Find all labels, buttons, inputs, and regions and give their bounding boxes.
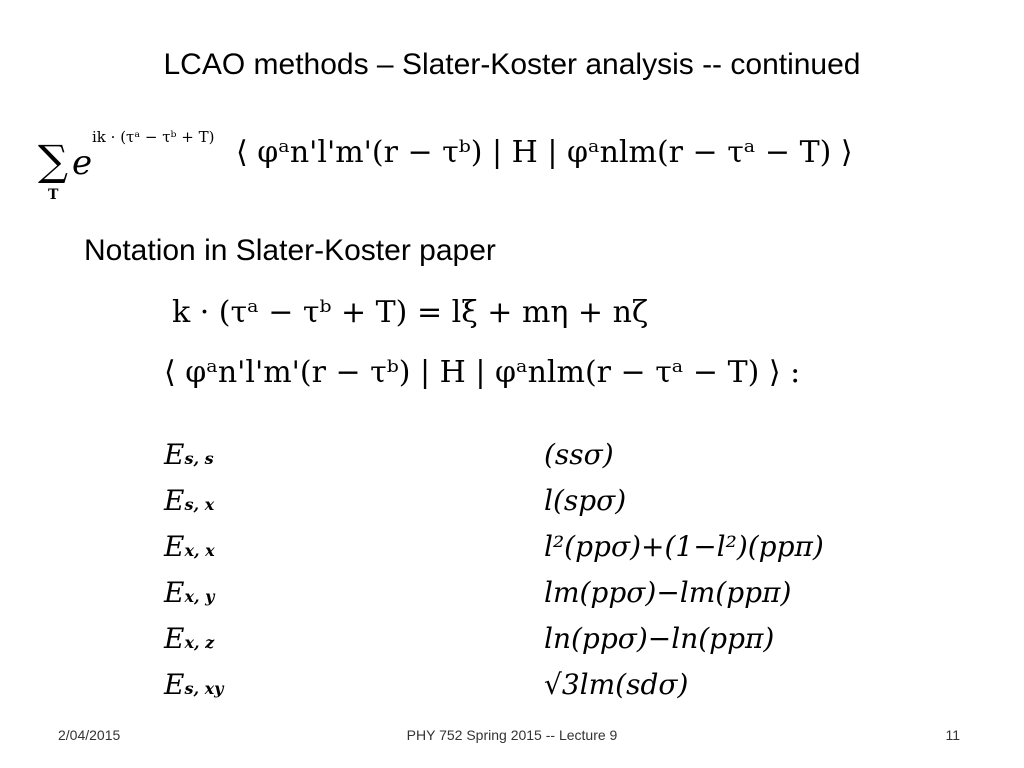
row-label-sub: s, xy [184, 679, 224, 698]
row-value: ln(ppσ)−ln(ppπ) [544, 622, 775, 655]
slide-title: LCAO methods – Slater-Koster analysis -- continued [163, 48, 861, 81]
footer-page-number: 11 [945, 727, 960, 743]
table-row [164, 622, 864, 668]
footer-date: 2/04/2015 [58, 727, 121, 743]
row-label: E [164, 438, 185, 471]
matrix-element-equation [164, 355, 801, 390]
row-label: E [164, 668, 185, 701]
phase-lhs: k · (τᵃ − τᵇ + T) [172, 295, 408, 330]
row-label-sub: x, y [184, 587, 215, 606]
exp-base: e [72, 143, 93, 183]
matrix-element: ⟨ φᵃn'l'm'(r − τᵇ) | H | φᵃnlm(r − τᵃ − T) ⟩ [236, 135, 853, 170]
matrix-element-2: ⟨ φᵃn'l'm'(r − τᵇ) | H | φᵃnlm(r − τᵃ − T) ⟩ [164, 355, 781, 390]
phase-equation [172, 295, 649, 330]
row-label-sub: s, x [184, 495, 215, 514]
row-label: E [164, 530, 185, 563]
row-label: E [164, 622, 185, 655]
footer-course: PHY 752 Spring 2015 -- Lecture 9 [406, 727, 618, 743]
notation-subtitle: Notation in Slater-Koster paper [84, 234, 496, 267]
row-value: lm(ppσ)−lm(ppπ) [544, 576, 792, 609]
slater-koster-table [164, 438, 864, 714]
row-label: E [164, 576, 185, 609]
row-value: (ssσ) [544, 438, 614, 471]
row-label-sub: x, z [184, 633, 215, 652]
row-value: l²(ppσ)+(1−l²)(ppπ) [544, 530, 824, 563]
sum-index: T [48, 187, 59, 203]
exp-power: ik · (τᵃ − τᵇ + T) [92, 128, 215, 146]
table-row [164, 668, 864, 714]
row-label: E [164, 484, 185, 517]
row-label-sub: x, x [184, 541, 215, 560]
row-label-sub: s, s [184, 449, 214, 468]
table-row [164, 530, 864, 576]
row-value: √3lm(sdσ) [544, 668, 689, 701]
phase-rhs: = lξ + mη + nζ [416, 295, 649, 330]
matrix-element-colon: : [790, 355, 801, 390]
table-row [164, 438, 864, 484]
sum-symbol: ∑ [38, 136, 68, 185]
row-value: l(spσ) [544, 484, 627, 517]
table-row [164, 576, 864, 622]
table-row [164, 484, 864, 530]
